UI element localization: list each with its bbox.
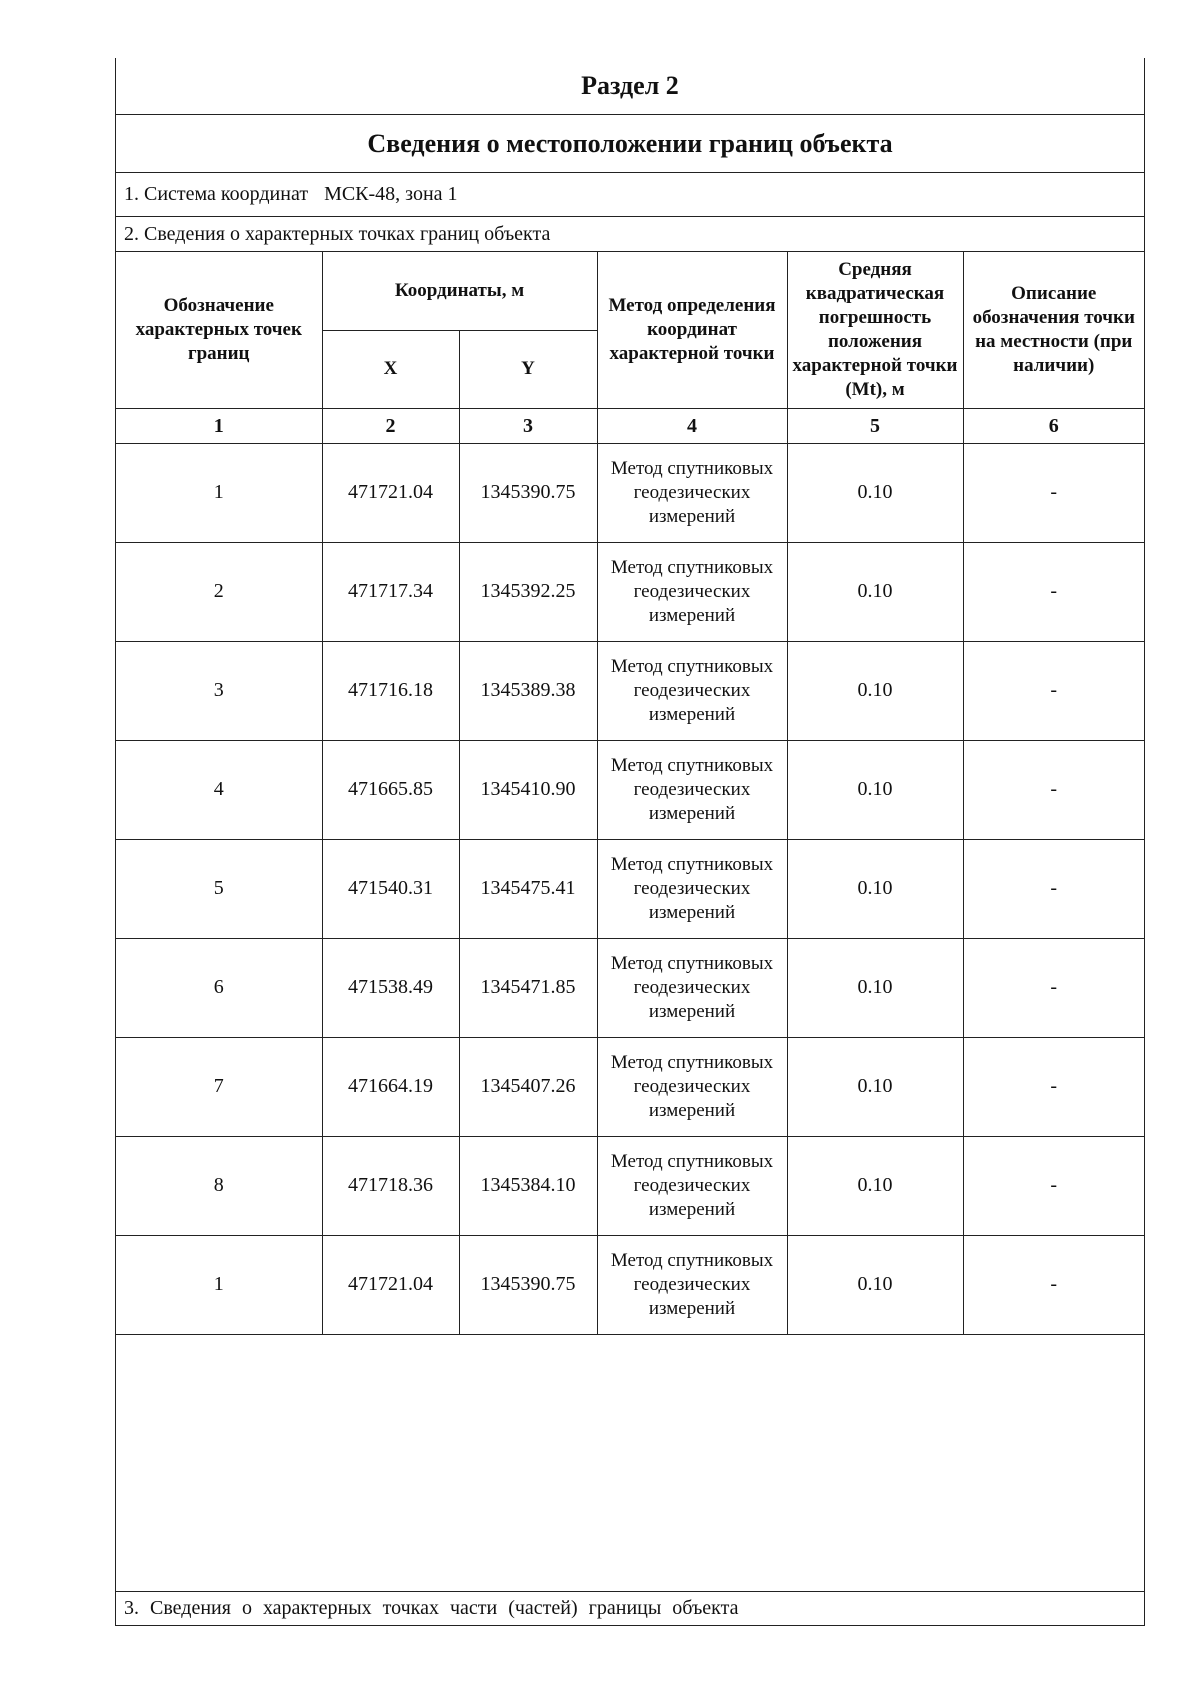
- x-cell: 471717.34: [322, 542, 459, 641]
- x-cell: 471665.85: [322, 740, 459, 839]
- description-cell: -: [963, 1136, 1144, 1235]
- column-number: 1: [116, 408, 322, 443]
- header-method: Метод определения координат характерной точки: [597, 252, 787, 408]
- column-number: 2: [322, 408, 459, 443]
- description-cell: -: [963, 1235, 1144, 1334]
- section-title: Раздел 2: [116, 58, 1144, 115]
- mt-cell: 0.10: [787, 1235, 963, 1334]
- table-row: [116, 1235, 1144, 1334]
- x-cell: 471664.19: [322, 1037, 459, 1136]
- header-coordinates: Координаты, м: [322, 252, 597, 330]
- table-row: [116, 839, 1144, 938]
- header-accuracy: Средняя квадратическая погрешность положения характерной точки (Mt), м: [787, 252, 963, 408]
- mt-cell: 0.10: [787, 443, 963, 542]
- mt-cell: 0.10: [787, 1037, 963, 1136]
- x-cell: 471718.36: [322, 1136, 459, 1235]
- mt-cell: 0.10: [787, 641, 963, 740]
- table-row: [116, 641, 1144, 740]
- point-cell: 8: [116, 1136, 322, 1235]
- y-cell: 1345390.75: [459, 1235, 597, 1334]
- description-cell: -: [963, 839, 1144, 938]
- point-cell: 1: [116, 443, 322, 542]
- table-row: [116, 938, 1144, 1037]
- column-number-row: [116, 408, 1144, 443]
- x-cell: 471721.04: [322, 443, 459, 542]
- point-cell: 5: [116, 839, 322, 938]
- point-cell: 4: [116, 740, 322, 839]
- method-cell: Метод спутниковых геодезических измерений: [597, 740, 787, 839]
- x-cell: 471540.31: [322, 839, 459, 938]
- description-cell: -: [963, 443, 1144, 542]
- y-cell: 1345390.75: [459, 443, 597, 542]
- points-heading: 2. Сведения о характерных точках границ объекта: [116, 217, 1144, 252]
- mt-cell: 0.10: [787, 938, 963, 1037]
- column-number: 4: [597, 408, 787, 443]
- boundary-points-table: [116, 252, 1144, 1335]
- point-cell: 1: [116, 1235, 322, 1334]
- column-number: 6: [963, 408, 1144, 443]
- y-cell: 1345392.25: [459, 542, 597, 641]
- column-number: 5: [787, 408, 963, 443]
- point-cell: 3: [116, 641, 322, 740]
- method-cell: Метод спутниковых геодезических измерений: [597, 1037, 787, 1136]
- mt-cell: 0.10: [787, 1136, 963, 1235]
- coordinate-system-value: МСК-48, зона 1: [324, 183, 458, 205]
- y-cell: 1345384.10: [459, 1136, 597, 1235]
- document-frame: [115, 58, 1145, 1626]
- x-cell: 471721.04: [322, 1235, 459, 1334]
- method-cell: Метод спутниковых геодезических измерений: [597, 1136, 787, 1235]
- y-cell: 1345475.41: [459, 839, 597, 938]
- mt-cell: 0.10: [787, 740, 963, 839]
- y-cell: 1345389.38: [459, 641, 597, 740]
- mt-cell: 0.10: [787, 542, 963, 641]
- coordinate-system-label: 1. Система координат: [124, 183, 309, 205]
- description-cell: -: [963, 1037, 1144, 1136]
- header-x: X: [322, 330, 459, 408]
- point-cell: 6: [116, 938, 322, 1037]
- table-row: [116, 542, 1144, 641]
- method-cell: Метод спутниковых геодезических измерений: [597, 839, 787, 938]
- method-cell: Метод спутниковых геодезических измерений: [597, 443, 787, 542]
- table-row: [116, 740, 1144, 839]
- y-cell: 1345407.26: [459, 1037, 597, 1136]
- header-description: Описание обозначения точки на местности (при наличии): [963, 252, 1144, 408]
- description-cell: -: [963, 938, 1144, 1037]
- table-row: [116, 443, 1144, 542]
- mt-cell: 0.10: [787, 839, 963, 938]
- method-cell: Метод спутниковых геодезических измерений: [597, 938, 787, 1037]
- parts-heading-row: [116, 1591, 1144, 1625]
- column-number: 3: [459, 408, 597, 443]
- method-cell: Метод спутниковых геодезических измерений: [597, 1235, 787, 1334]
- y-cell: 1345471.85: [459, 938, 597, 1037]
- table-row: [116, 1136, 1144, 1235]
- x-cell: 471716.18: [322, 641, 459, 740]
- y-cell: 1345410.90: [459, 740, 597, 839]
- description-cell: -: [963, 641, 1144, 740]
- parts-heading: 3. Сведения о характерных точках части (частей) границы объекта: [124, 1597, 739, 1619]
- coordinate-system-row: [116, 173, 1144, 217]
- section-subtitle: Сведения о местоположении границ объекта: [116, 115, 1144, 173]
- header-y: Y: [459, 330, 597, 408]
- method-cell: Метод спутниковых геодезических измерений: [597, 641, 787, 740]
- method-cell: Метод спутниковых геодезических измерений: [597, 542, 787, 641]
- header-point-designation: Обозначение характерных точек границ: [116, 252, 322, 408]
- description-cell: -: [963, 542, 1144, 641]
- point-cell: 7: [116, 1037, 322, 1136]
- table-row: [116, 1037, 1144, 1136]
- x-cell: 471538.49: [322, 938, 459, 1037]
- description-cell: -: [963, 740, 1144, 839]
- point-cell: 2: [116, 542, 322, 641]
